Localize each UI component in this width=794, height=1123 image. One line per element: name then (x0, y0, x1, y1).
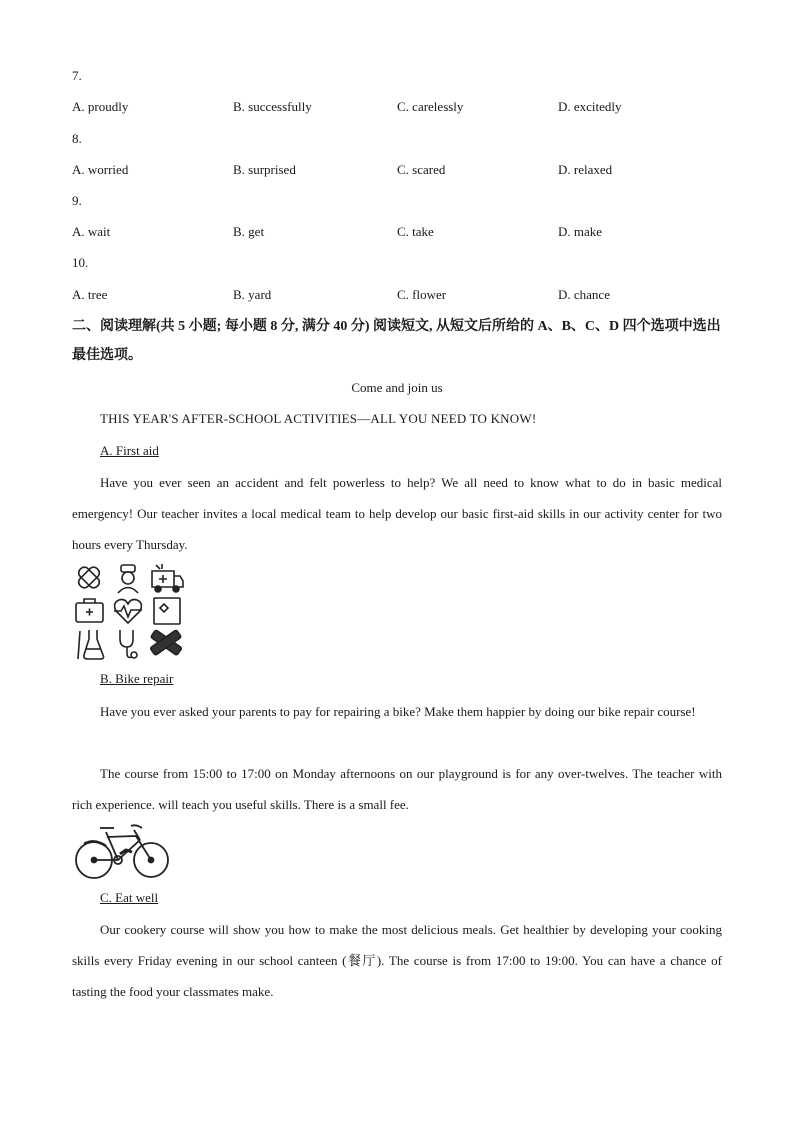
option-b: B. yard (233, 287, 272, 302)
option-b: B. get (233, 224, 265, 239)
passage-subtitle: THIS YEAR'S AFTER-SCHOOL ACTIVITIES—ALL YOU NEED TO KNOW! (100, 411, 537, 426)
option-c: C. carelessly (397, 99, 464, 114)
section-c-heading: C. Eat well (100, 890, 159, 905)
option-c: C. flower (397, 287, 447, 302)
heartbeat-icon (114, 600, 142, 624)
section-title: 二、阅读理解(共 5 小题; 每小题 8 分, 满分 40 分) 阅读短文, 从短文后所给的 A、B、C、D 四个选项中选出最佳选项。 (72, 319, 721, 363)
section-a-heading: A. First aid (100, 443, 159, 458)
option-a: A. wait (72, 224, 111, 239)
section-c-text: Our cookery course will show you how to make the most delicious meals. Get healthier by developing your cooking skills every Friday evening in our school canteen (餐厅). The course is from 17:00 to 19:00. You can have a chance of tasting the food your classmates make. (72, 922, 722, 999)
section-b-text-2: The course from 15:00 to 17:00 on Monday afternoons on our playground is for any over-twelves. The teacher with rich experience. will teach you useful skills. There is a small fee. (72, 766, 722, 812)
option-c: C. take (397, 224, 434, 239)
medical-board-icon (154, 598, 180, 624)
option-a: A. proudly (72, 99, 129, 114)
first-aid-icons (74, 563, 186, 661)
option-b: B. surprised (233, 162, 296, 177)
section-b-text-1: Have you ever asked your parents to pay for repairing a bike? Make them happier by doing our bike repair course! (100, 704, 696, 719)
option-a: A. worried (72, 162, 129, 177)
question-number: 8. (72, 131, 82, 146)
bandage-icon (77, 565, 102, 590)
medical-kit-icon (76, 599, 103, 622)
option-c: C. scared (397, 162, 446, 177)
option-d: D. excitedly (558, 99, 622, 114)
crossed-bandages-icon (150, 630, 182, 656)
option-d: D. relaxed (558, 162, 613, 177)
question-number: 10. (72, 255, 89, 270)
nurse-icon (118, 565, 138, 593)
option-d: D. chance (558, 287, 610, 302)
option-a: A. tree (72, 287, 108, 302)
section-b-heading: B. Bike repair (100, 671, 174, 686)
question-number: 7. (72, 68, 82, 83)
option-b: B. successfully (233, 99, 312, 114)
passage-title: Come and join us (351, 380, 443, 395)
flask-icon (78, 630, 104, 659)
ambulance-icon (152, 564, 183, 592)
option-d: D. make (558, 224, 603, 239)
stethoscope-icon (120, 630, 137, 658)
bicycle-icon (74, 820, 172, 882)
question-number: 9. (72, 193, 82, 208)
section-a-text: Have you ever seen an accident and felt powerless to help? We all need to know what to do in basic medical emergency! Our teacher invites a local medical team to help develop our basic first-aid skills in our activity center for two hours every Thursday. (72, 475, 722, 552)
